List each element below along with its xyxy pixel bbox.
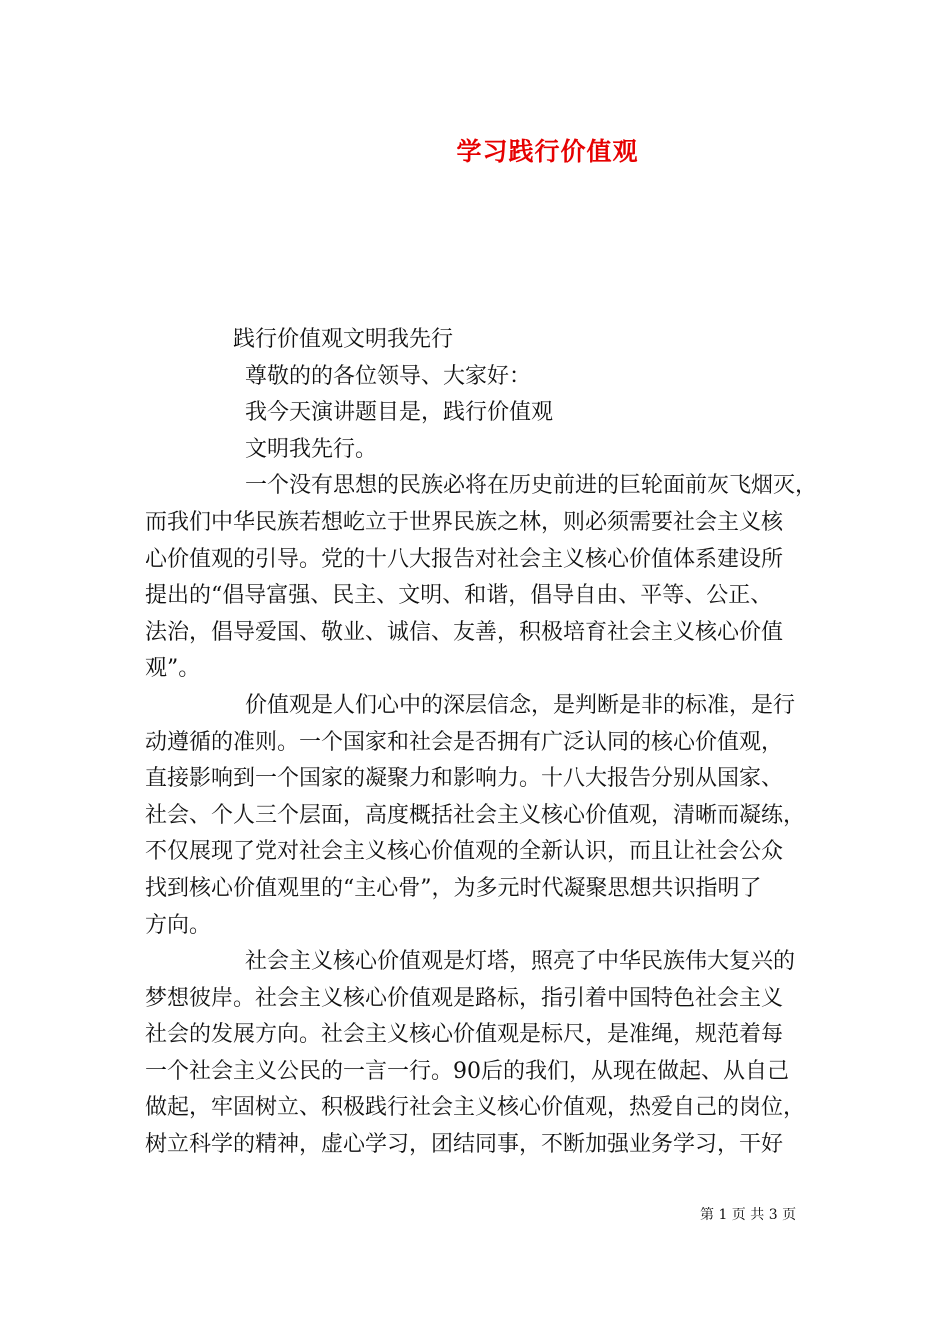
paragraph-line: 不仅展现了党对社会主义核心价值观的全新认识，而且让社会公众 — [145, 839, 784, 865]
paragraph-line: 而我们中华民族若想屹立于世界民族之林，则必须需要社会主义核 — [145, 509, 784, 535]
paragraph-line: 心价值观的引导。党的十八大报告对社会主义核心价值体系建设所 — [145, 546, 784, 572]
paragraph-line: 找到核心价值观里的“主心骨”，为多元时代凝聚思想共识指明了 — [145, 875, 762, 901]
greeting: 尊敬的的各位领导、大家好： — [245, 363, 532, 389]
paragraph-line: 提出的“倡导富强、民主、文明、和谐，倡导自由、平等、公正、 — [145, 583, 773, 609]
paragraph-2 — [145, 688, 825, 944]
paragraph-line: 动遵循的准则。一个国家和社会是否拥有广泛认同的核心价值观， — [145, 729, 784, 755]
paragraph-1 — [145, 468, 825, 688]
paragraph-line: 观”。 — [145, 656, 201, 682]
paragraph-line: 直接影响到一个国家的凝聚力和影响力。十八大报告分别从国家、 — [145, 766, 784, 792]
paragraph-line: 一个没有思想的民族必将在历史前进的巨轮面前灰飞烟灭， — [245, 473, 818, 499]
paragraph-line: 社会主义核心价值观是灯塔，照亮了中华民族伟大复兴的 — [245, 949, 796, 975]
speech-subtitle: 践行价值观文明我先行 — [233, 327, 454, 352]
paragraph-line: 树立科学的精神，虚心学习，团结同事，不断加强业务学习，干好 — [145, 1132, 784, 1158]
page-title: 学习践行价值观 — [456, 137, 639, 166]
paragraph-line: 一个社会主义公民的一言一行。90后的我们，从现在做起、从自己 — [145, 1058, 789, 1084]
paragraph-line: 社会的发展方向。社会主义核心价值观是标尺，是准绳，规范着每 — [145, 1022, 784, 1048]
paragraph-line: 做起，牢固树立、积极践行社会主义核心价值观，热爱自己的岗位， — [145, 1095, 806, 1121]
page-number-footer: 第 1 页 共 3 页 — [700, 1207, 797, 1223]
paragraph-line: 法治，倡导爱国、敬业、诚信、友善，积极培育社会主义核心价值 — [145, 619, 784, 645]
paragraph-line: 方向。 — [145, 912, 212, 938]
paragraph-line: 社会、个人三个层面，高度概括社会主义核心价值观，清晰而凝练， — [145, 802, 806, 828]
paragraph-line: 梦想彼岸。社会主义核心价值观是路标，指引着中国特色社会主义 — [145, 985, 784, 1011]
document-body — [145, 322, 825, 1164]
paragraph-3 — [145, 944, 825, 1164]
paragraph-line: 价值观是人们心中的深层信念，是判断是非的标准，是行 — [245, 692, 796, 718]
intro-line: 文明我先行。 — [245, 436, 378, 462]
intro-line: 我今天演讲题目是，践行价值观 — [245, 400, 554, 426]
